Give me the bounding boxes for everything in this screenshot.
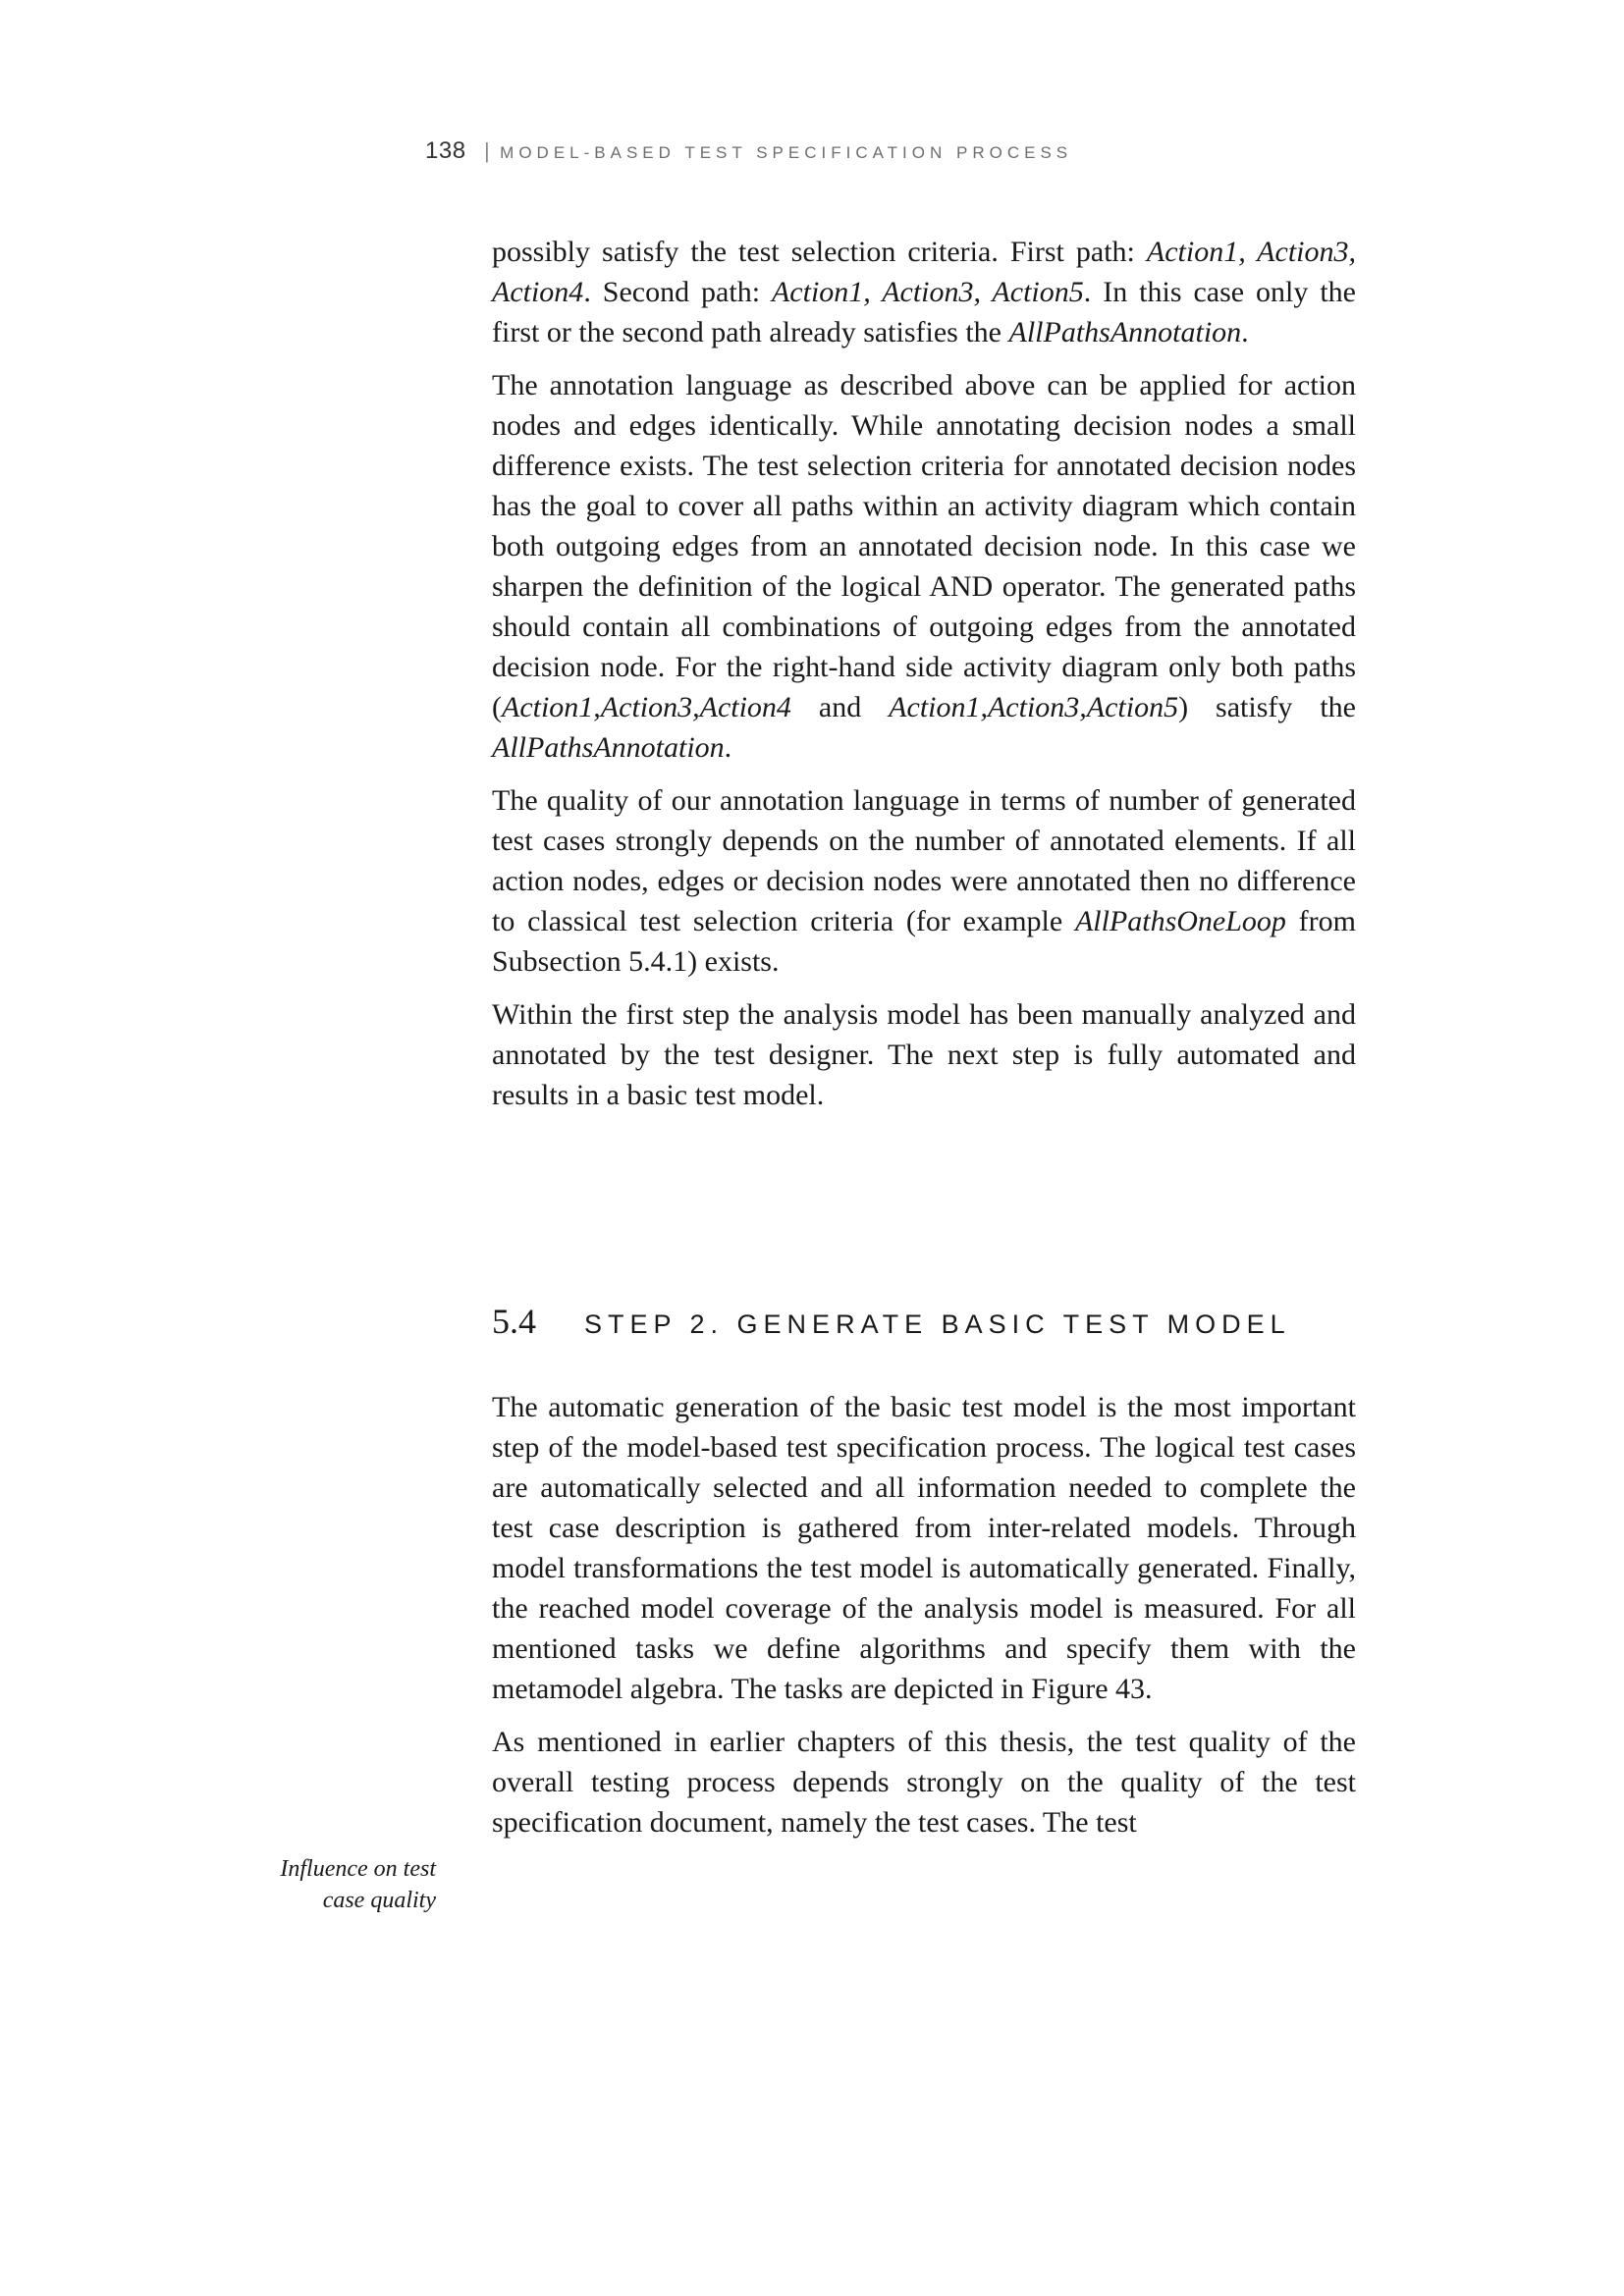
italic-term: Action1,Action3,Action5 xyxy=(889,691,1179,723)
text-run: and xyxy=(790,691,890,723)
section-heading xyxy=(492,1301,1291,1342)
paragraph-test-quality: As mentioned in earlier chapters of this thesis, the test quality of the overall testing process depends strongly on the quality of the test specification document, namely the test cases. The test xyxy=(492,1726,1356,1839)
italic-term: AllPathsAnnotation xyxy=(492,731,725,764)
text-run: from Subsection 5.4.1) exists. xyxy=(492,905,1356,978)
text-run: . Second path: xyxy=(583,276,772,308)
italic-term: AllPathsOneLoop xyxy=(1074,905,1286,937)
text-run: possibly satisfy the test selection criteria. First path: xyxy=(492,236,1147,268)
text-run: . xyxy=(1241,316,1249,348)
paragraph-automatic-generation: The automatic generation of the basic test model is the most important step of the model-based test specification process. The logical test cases are automatically selected and all information needed to complete the test case description is gathered from inter-related models. Through model transformations the test model is automatically generated. Finally, the reached model coverage of the analysis model is measured. For all mentioned tasks we define algorithms and specify them with the metamodel algebra. The tasks are depicted in Figure 43. xyxy=(492,1391,1356,1705)
paragraph-annotation-language xyxy=(492,365,1356,768)
text-run: The annotation language as described above can be applied for action nodes and edges identically. While annotating decision nodes a small difference exists. The test selection criteria for annotated decision nodes has the goal to cover all paths within an activity diagram which contain both outgoing edges from an annotated decision node. In this case we sharpen the definition of the logical AND operator. The generated paths should contain all combinations of outgoing edges from the annotated decision node. For the right-hand side activity diagram only both paths ( xyxy=(492,369,1356,723)
italic-term: Action1,Action3,Action4 xyxy=(502,691,791,723)
body-text-block-2 xyxy=(492,1387,1356,1855)
text-run: . In this case only the first or the second path already satisfies the xyxy=(492,276,1356,348)
running-head-separator: | xyxy=(484,138,490,163)
italic-term: Action1, Action3, Action4 xyxy=(492,236,1356,308)
text-run: . xyxy=(724,731,732,764)
section-number: 5.4 xyxy=(492,1302,536,1341)
body-text-block-1 xyxy=(492,232,1356,1128)
margin-note: Influence on test case quality xyxy=(280,1856,436,1913)
running-head-title: MODEL-BASED TEST SPECIFICATION PROCESS xyxy=(500,143,1073,162)
running-head xyxy=(425,137,1072,165)
paragraph-annotation-quality xyxy=(492,780,1356,982)
paragraph-paths-example xyxy=(492,232,1356,352)
text-run: ) satisfy the xyxy=(1178,691,1356,723)
text-run: The quality of our annotation language in terms of number of generated test cases strongly depends on the number of annotated elements. If all action nodes, edges or decision nodes were annotated then no difference to classical test selection criteria (for example xyxy=(492,784,1356,937)
italic-term: AllPathsAnnotation xyxy=(1008,316,1242,348)
paragraph-first-step: Within the first step the analysis model has been manually analyzed and annotated by the test designer. The next step is fully automated and results in a basic test model. xyxy=(492,998,1356,1111)
page-number: 138 xyxy=(425,137,466,164)
section-title: STEP 2. GENERATE BASIC TEST MODEL xyxy=(584,1309,1291,1339)
italic-term: Action1, Action3, Action5 xyxy=(771,276,1084,308)
